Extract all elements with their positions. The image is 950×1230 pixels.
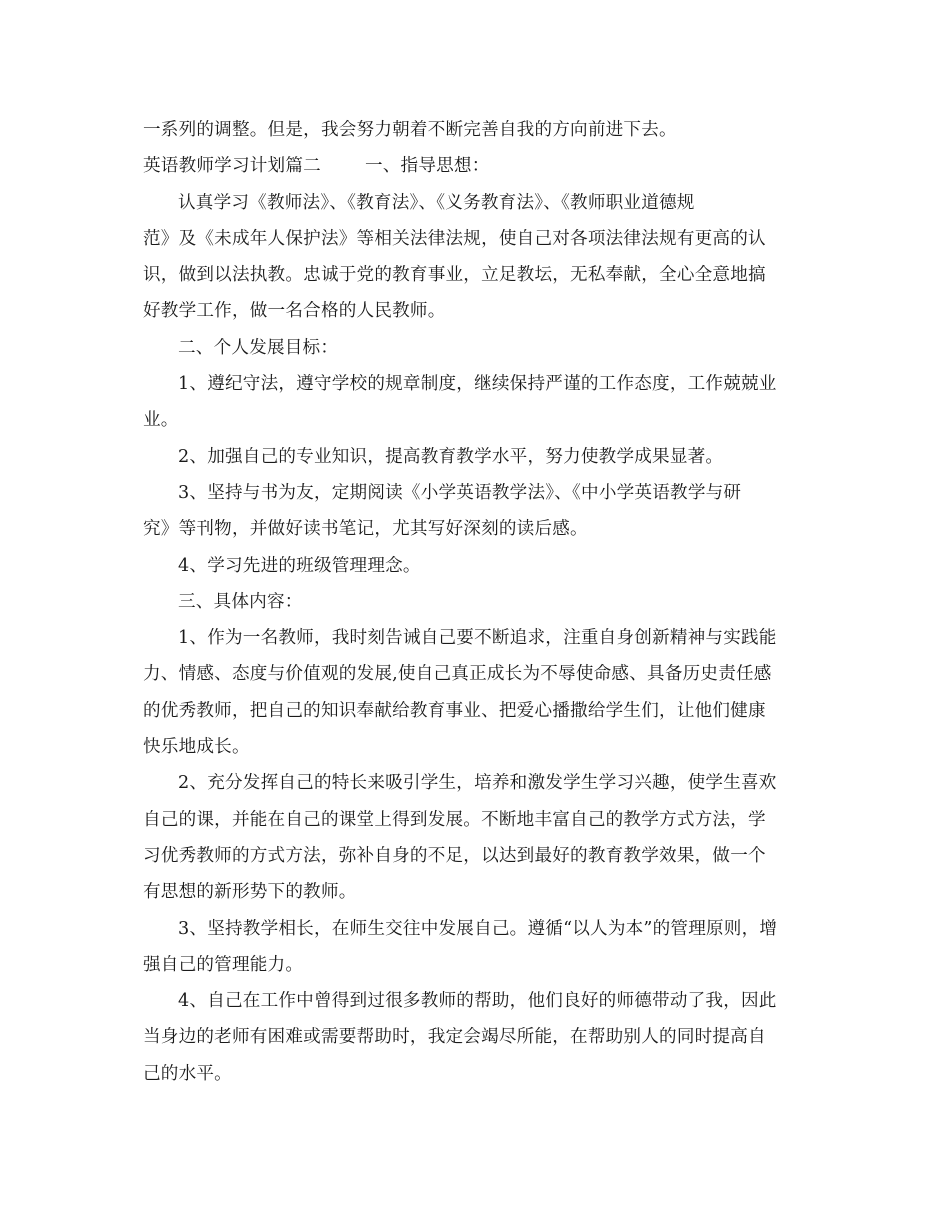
text-line-18: 2、充分发挥自己的特长来吸引学生，培养和激发学生学习兴趣，使学生喜欢: [178, 773, 777, 794]
text-line-7: 1、遵纪守法，遵守学校的规章制度，继续保持严谨的工作态度，工作兢兢业: [178, 374, 777, 395]
text-line-20: 习优秀教师的方式方法，弥补自身的不足，以达到最好的教育教学效果，做一个: [143, 845, 766, 866]
text-line-5: 好教学工作，做一名合格的人民教师。: [143, 301, 446, 322]
text-line-3: 范》及《未成年人保护法》等相关法律法规，使自己对各项法律法规有更高的认: [143, 228, 766, 249]
section-heading-guiding-thought: 一、指导思想：: [364, 156, 490, 177]
section-heading-content: 三、具体内容：: [178, 591, 303, 612]
text-line-12: 4、学习先进的班级管理理念。: [178, 555, 421, 576]
text-line-4: 识，做到以法执教。忠诚于党的教育事业，立足教坛，无私奉献，全心全意地搞: [143, 265, 766, 286]
text-line-9: 2、加强自己的专业知识，提高教育教学水平，努力使教学成果显著。: [178, 446, 724, 467]
text-line-15: 力、情感、态度与价值观的发展,使自己真正成长为不辱使命感、具备历史责任感: [143, 664, 772, 685]
text-line-21: 有思想的新形势下的教师。: [143, 882, 357, 903]
section-heading-row: [143, 148, 807, 184]
text-line-24: 4、自己在工作中曾得到过很多教师的帮助，他们良好的师德带动了我，因此: [178, 991, 777, 1012]
section-heading-goals: 二、个人发展目标：: [178, 337, 339, 358]
text-line-22: 3、坚持教学相长，在师生交往中发展自己。遵循“以人为本”的管理原则，增: [178, 918, 778, 939]
text-line-19: 自己的课，并能在自己的课堂上得到发展。不断地丰富自己的教学方式方法，学: [143, 809, 766, 830]
text-line-1: 一系列的调整。但是，我会努力朝着不断完善自我的方向前进下去。: [143, 120, 677, 140]
text-line-26: 己的水平。: [143, 1063, 232, 1084]
text-line-11: 究》等刊物，并做好读书笔记，尤其写好深刻的读后感。: [143, 519, 588, 540]
text-line-8: 业。: [143, 410, 179, 431]
text-line-14: 1、作为一名教师，我时刻告诫自己要不断追求，注重自身创新精神与实践能: [178, 628, 777, 649]
document-body: [143, 112, 807, 1092]
text-line-25: 当身边的老师有困难或需要帮助时，我定会竭尽所能，在帮助别人的同时提高自: [143, 1027, 766, 1048]
text-line-17: 快乐地成长。: [143, 737, 250, 758]
text-line-10: 3、坚持与书为友，定期阅读《小学英语教学法》、《中小学英语教学与研: [178, 482, 742, 503]
text-line-16: 的优秀教师，把自己的知识奉献给教育事业、把爱心播撒给学生们，让他们健康: [143, 700, 766, 721]
text-line-23: 强自己的管理能力。: [143, 954, 304, 975]
document-title: 英语教师学习计划篇二: [143, 156, 321, 177]
text-line-2: 认真学习《教师法》、《教育法》、《义务教育法》、《教师职业道德规: [178, 192, 695, 213]
